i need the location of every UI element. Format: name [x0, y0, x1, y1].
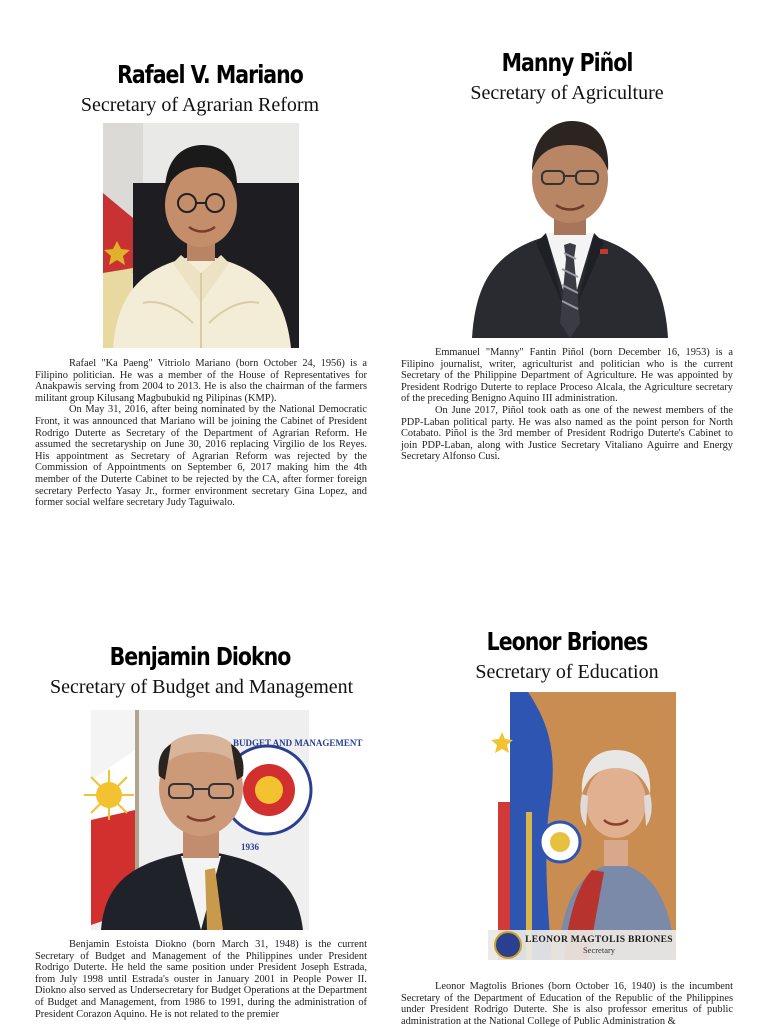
- official-bio: [401, 981, 733, 1027]
- seal-text: BUDGET AND MANAGEMENT: [233, 738, 363, 748]
- official-bio: [401, 347, 733, 463]
- official-photo: [103, 123, 299, 348]
- official-title: Secretary of Budget and Management: [50, 676, 354, 698]
- seal-year: 1936: [241, 842, 259, 852]
- official-title: Secretary of Education: [475, 661, 659, 683]
- bio-paragraph: Leonor Magtolis Briones (born October 16, 1940) is the incumbent Secretary of the Department of Education of the Republic of the Philippines under President Rodrigo Duterte. She is also professor emeritus of public administration at the National College of Public Administration &: [401, 981, 733, 1027]
- official-title: Secretary of Agrarian Reform: [80, 94, 320, 116]
- official-photo: [91, 710, 363, 930]
- official-bio: [35, 358, 367, 509]
- official-name: Leonor Briones: [486, 627, 648, 656]
- caption-name: LEONOR MAGTOLIS BRIONES: [525, 935, 673, 945]
- bio-paragraph: On June 2017, Piñol took oath as one of the newest members of the PDP-Laban political party. He was also named as the point person for North Cotabato. Piñol is the 3rd member of President Rodrigo Duterte's Cabinet to join PDP-Laban, along with Justice Secretary Vitaliano Aguirre and Energy Secretary Alfonso Cusi.: [401, 404, 733, 463]
- bio-paragraph: Rafael "Ka Paeng" Vitriolo Mariano (born October 24, 1956) is a Filipino politician. He was a member of the House of Representatives for Anakpawis serving from 2004 to 2013. He is also the chairman of the farmers militant group Kilusang Magbubukid ng Pilipinas (KMP).: [35, 358, 367, 404]
- bio-paragraph: On May 31, 2016, after being nominated by the National Democratic Front, it was announced that Mariano will be joining the Cabinet of President Rodrigo Duterte as Secretary of the Department of Agrarian Reform. He assumed the secretaryship on June 30, 2016 replacing Virgilio de los Reyes. His appointment as Secretary of Agrarian Reform was rejected by the Commission of Appointments on September 6, 2017 making him the 4th member of the Duterte Cabinet to be rejected by the CA, after former foreign secretary Perfecto Yasay Jr., former environment secretary Gina Lopez, and former social welfare secretary Judy Taguiwalo.: [35, 404, 367, 509]
- bio-paragraph: Benjamin Estoista Diokno (born March 31, 1948) is the current Secretary of Budget and Management of the Philippines under President Rodrigo Duterte. He held the same position under President Joseph Estrada, from July 1998 until Estrada's ouster in January 2001 in People Power II. Diokno also served as Undersecretary for Budget Operations at the Department of Budget and Management, from 1986 to 1991, during the administration of President Corazon Aquino. He is not related to the premier: [35, 939, 367, 1020]
- official-photo: [488, 692, 676, 960]
- official-title: Secretary of Agriculture: [470, 82, 664, 104]
- photo-caption: [488, 930, 676, 960]
- official-name: Manny Piñol: [501, 48, 633, 77]
- caption-role: Secretary: [582, 945, 616, 955]
- deped-seal-icon: [494, 931, 522, 959]
- bio-paragraph: Emmanuel "Manny" Fantin Piñol (born December 16, 1953) is a Filipino journalist, writer, agriculturist and politician who is the current Secretary of the Philippine Department of Agriculture. He was appointed by President Rodrigo Duterte to replace Proceso Alcala, the Agriculture secretary of the preceding Benigno Aquino III administration.: [401, 347, 733, 405]
- official-name: Rafael V. Mariano: [117, 60, 303, 89]
- official-photo: [472, 113, 668, 338]
- official-bio: [35, 939, 367, 1020]
- official-name: Benjamin Diokno: [109, 642, 291, 671]
